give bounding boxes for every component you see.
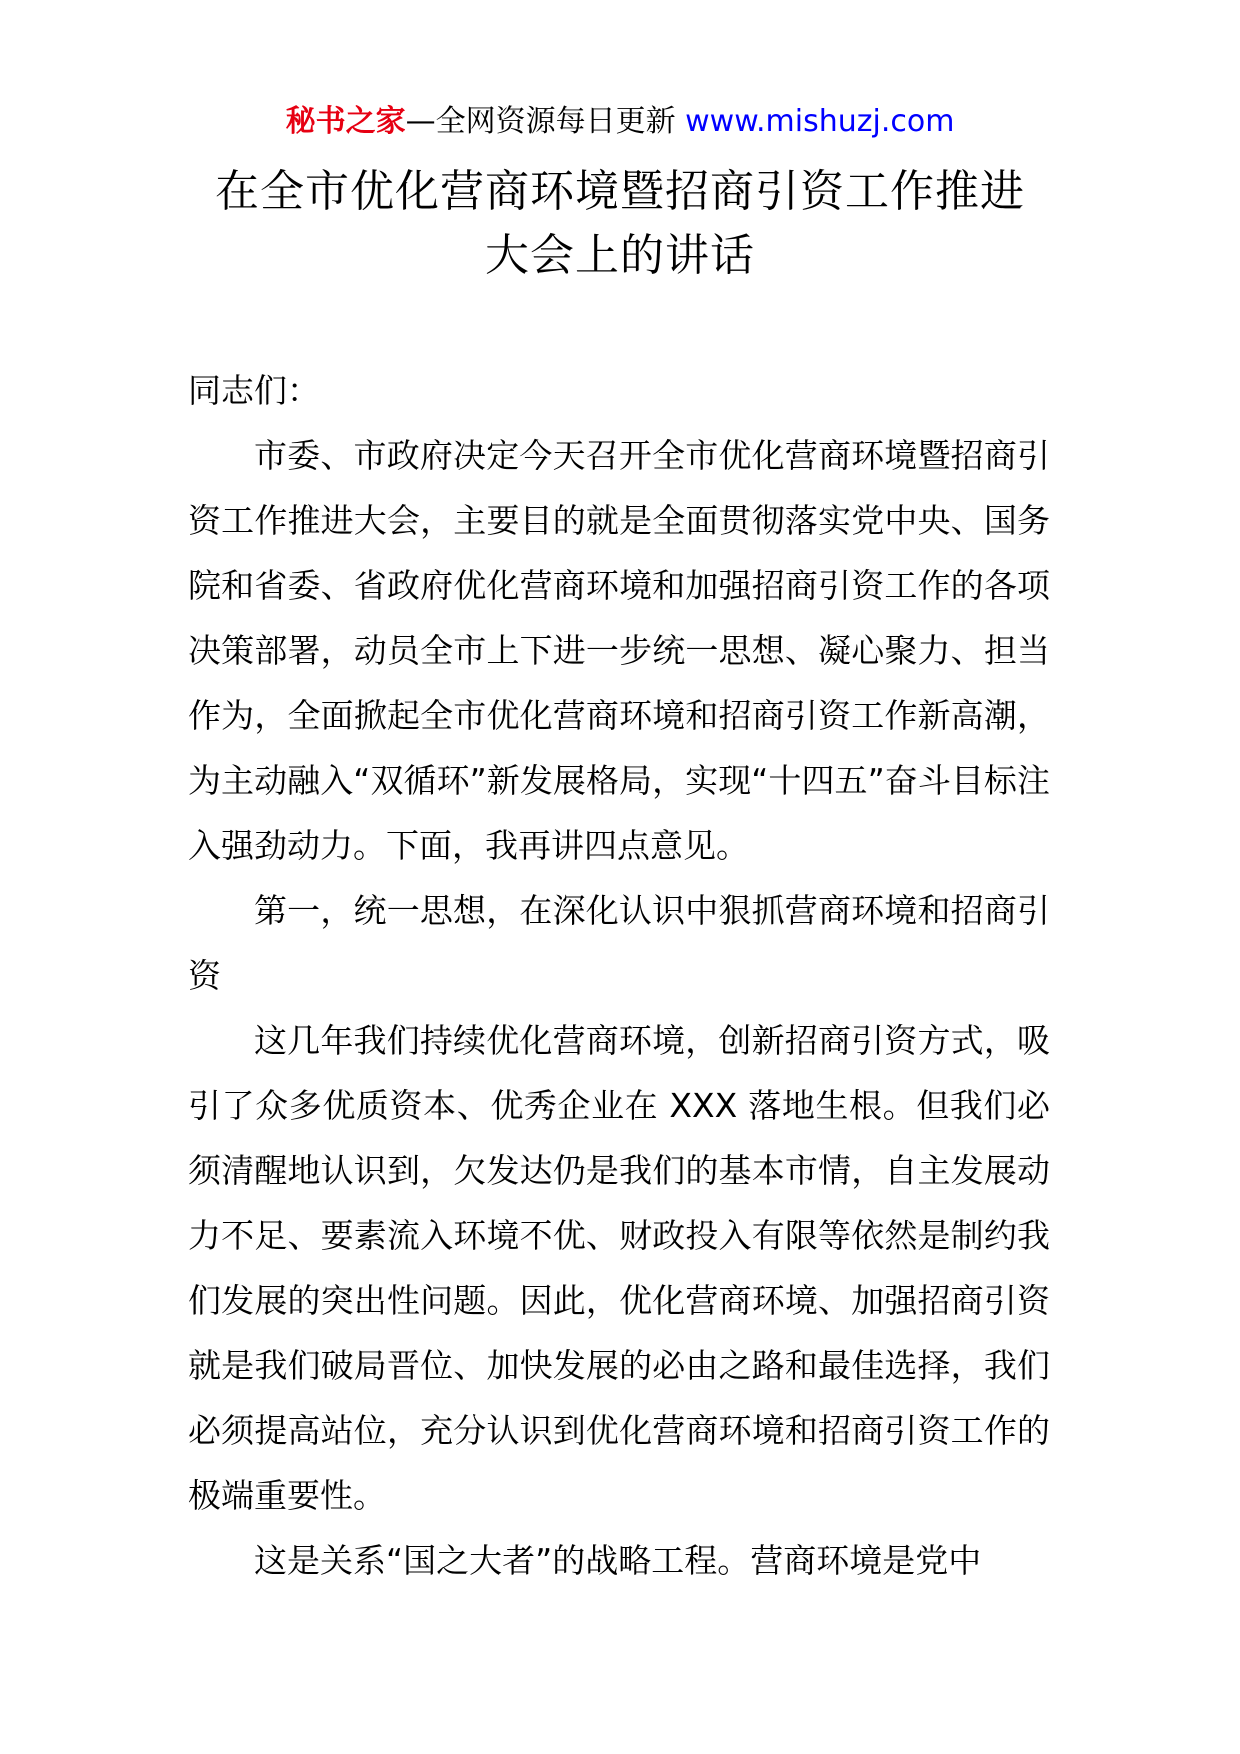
header-tagline: —全网资源每日更新 (405, 104, 686, 139)
section-heading-first: 第一，统一思想，在深化认识中狠抓营商环境和招商引资 (188, 891, 1050, 995)
paragraph-context: 这几年我们持续优化营商环境，创新招商引资方式，吸引了众多优质资本、优秀企业在 XXX 落地生根。但我们必须清醒地认识到，欠发达仍是我们的基本市情，自主发展动力不足、要素流入环境不优、财政投入有限等依然是制约我们发展的突出性问题。因此，优化营商环境、加强招商引资就是我们破局晋位、加快发展的必由之路和最佳选择，我们必须提高站位，充分认识到优化营商环境和招商引资工作的极端重要性。 (188, 1021, 1050, 1515)
paragraph-strategic: 这是关系“国之大者”的战略工程。营商环境是党中 (254, 1541, 982, 1580)
salutation: 同志们： (188, 371, 320, 410)
brand-name: 秘书之家 (285, 104, 406, 139)
paragraph-intro: 市委、市政府决定今天召开全市优化营商环境暨招商引资工作推进大会，主要目的就是全面贯彻落实党中央、国务院和省委、省政府优化营商环境和加强招商引资工作的各项决策部署，动员全市上下进一步统一思想、凝心聚力、担当作为，全面掀起全市优化营商环境和招商引资工作新高潮，为主动融入“双循环”新发展格局，实现“十四五”奋斗目标注入强劲动力。下面，我再讲四点意见。 (188, 436, 1050, 865)
title-line-1: 在全市优化营商环境暨招商引资工作推进 (215, 166, 1025, 217)
site-url-link[interactable]: www.mishuzj.com (685, 104, 955, 139)
title-line-2: 大会上的讲话 (485, 230, 755, 281)
document-title (150, 160, 1090, 288)
document-body (188, 358, 1050, 1593)
site-header (0, 100, 1240, 144)
